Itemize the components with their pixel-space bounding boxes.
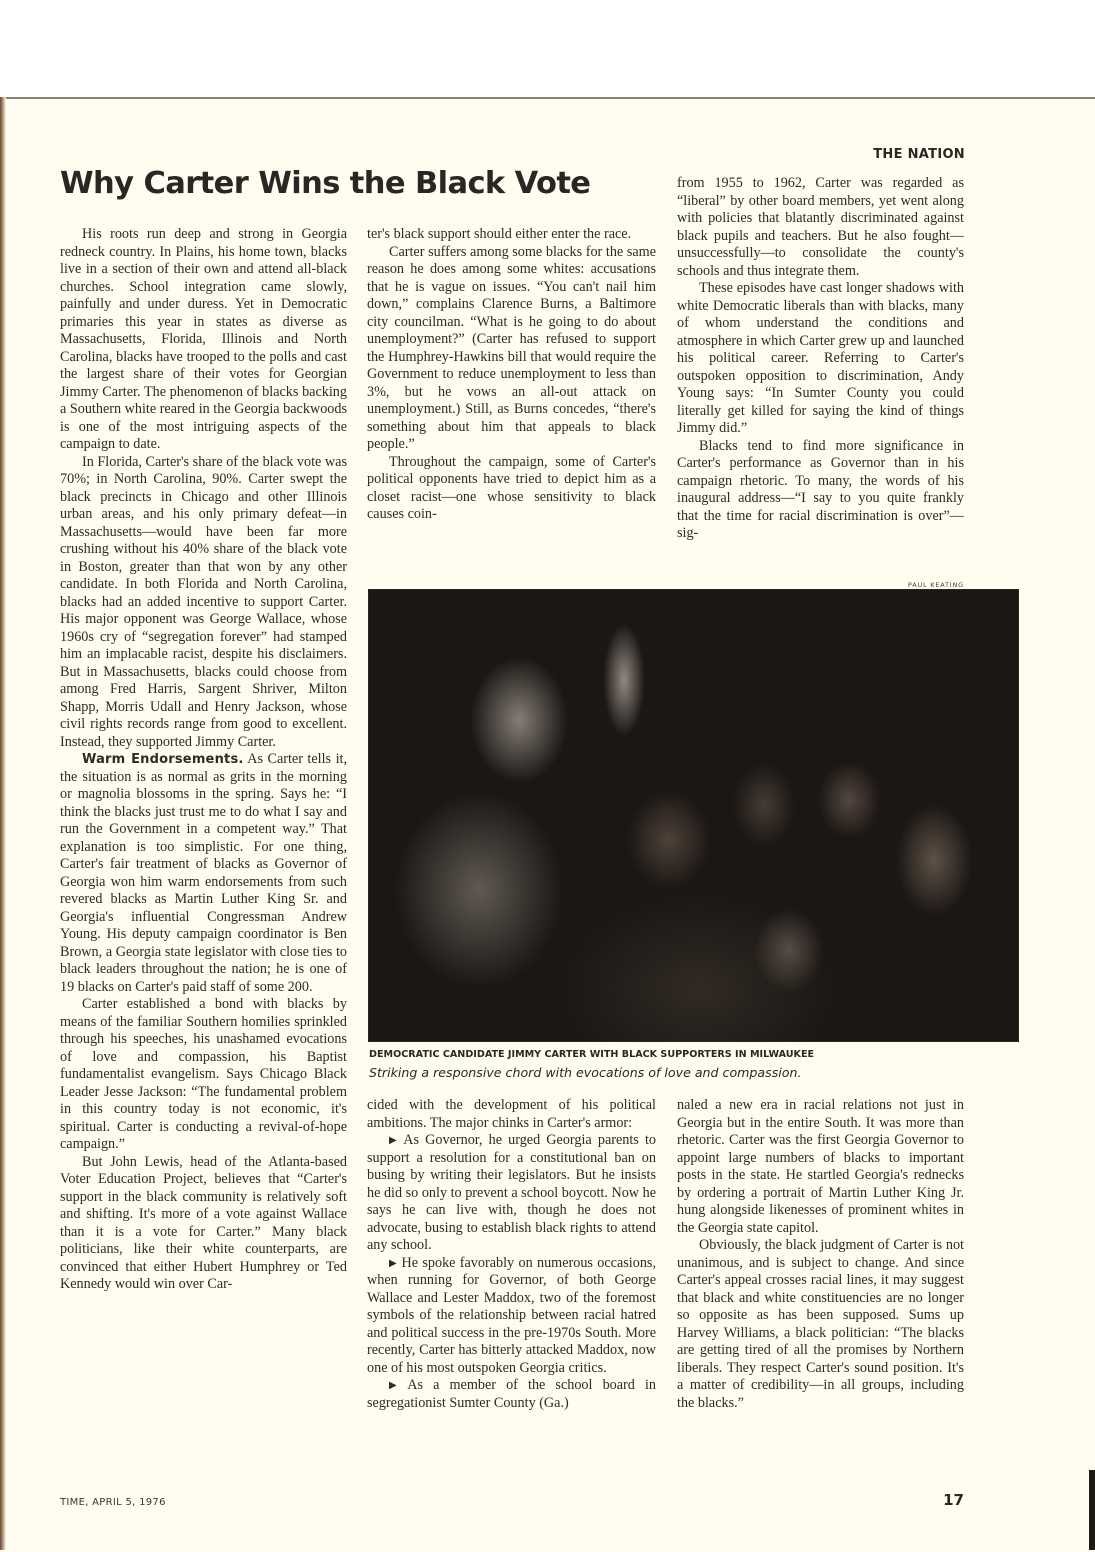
photo-caption-subtitle: Striking a responsive chord with evocations of love and compassion. bbox=[369, 1065, 802, 1080]
bullet-icon: ▶ bbox=[389, 1380, 404, 1391]
bullet-paragraph bbox=[367, 1377, 656, 1412]
page-binding-edge bbox=[0, 97, 6, 1550]
bullet-icon: ▶ bbox=[389, 1135, 400, 1146]
column-3-top bbox=[677, 175, 964, 543]
paragraph: These episodes have cast longer shadows with white Democratic liberals than with blacks, many of whom understand the conditions and atmosphere in which Carter grew up and launched his political career. Referring to Carter's outspoken opposition to discrimination, Andy Young says: “In Sumter County you could literally get killed for saying the kind of things Jimmy did.” bbox=[677, 280, 964, 436]
section-label: THE NATION bbox=[873, 147, 965, 162]
bullet-text: As a member of the school board in segregationist Sumter County (Ga.) bbox=[367, 1377, 656, 1411]
column-1 bbox=[60, 226, 347, 1294]
paragraph: from 1955 to 1962, Carter was regarded as “liberal” by other board members, yet went along with policies that blatantly discriminated against black pupils and teachers. But he also fought—unsuccessfully—to consolidate the county's schools and thus integrate them. bbox=[677, 175, 964, 279]
paragraph bbox=[60, 751, 347, 996]
column-3-bottom bbox=[677, 1097, 964, 1412]
paragraph-text: As Carter tells it, the situation is as normal as grits in the morning or magnolia blossoms in the spring. Says he: “I think the blacks just trust me to do what I say and run the Government in a competent way.” That explanation is too simplistic. For one thing, Carter's fair treatment of blacks as Governor of Georgia won him warm endorsements from such revered blacks as Martin Luther King Sr. and Georgia's influential Congressman Andrew Young. His deputy campaign coordinator is Ben Brown, a Georgia state legislator with close ties to black leaders throughout the nation; he is one of 19 blacks on Carter's paid staff of some 200. bbox=[60, 751, 347, 995]
subhead: Warm Endorsements. bbox=[82, 752, 244, 767]
page-number: 17 bbox=[943, 1491, 964, 1509]
paragraph: In Florida, Carter's share of the black vote was 70%; in North Carolina, 90%. Carter swept the black precincts in Chicago and other Illinois urban areas, and his only primary defeat—in Massachusetts—would have been far more crushing without his 40% share of the black vote in Boston, greater than that won by any other candidate. In both Florida and North Carolina, blacks had an added incentive to support Carter. His major opponent was George Wallace, whose 1960s cry of “segregation forever” had stamped him an implacable racist, despite his disclaimers. But in Massachusetts, blacks could choose from among Fred Harris, Sargent Shriver, Milton Shapp, Morris Udall and Henry Jackson, whose civil rights records range from good to excellent. Instead, they supported Jimmy Carter. bbox=[60, 453, 347, 750]
publication-footer: TIME, APRIL 5, 1976 bbox=[60, 1497, 166, 1508]
paragraph: Throughout the campaign, some of Carter's political opponents have tried to depict him as a closet racist—one whose sensitivity to black causes coin- bbox=[367, 453, 656, 522]
paragraph: Obviously, the black judgment of Carter is not unanimous, and is subject to change. And since Carter's appeal crosses racial lines, it may suggest that black and white constituencies are no longer so opposite as has been supposed. Sums up Harvey Williams, a black politician: “The blacks are getting tired of all the promises by Northern liberals. They respect Carter's sound position. It's a matter of credibility—in all groups, including the blacks.” bbox=[677, 1237, 964, 1411]
paragraph: Blacks tend to find more significance in Carter's performance as Governor than in his campaign rhetoric. To many, the words of his inaugural address—“I say to you quite frankly that the time for racial discrimination is over”—sig- bbox=[677, 437, 964, 541]
bullet-icon: ▶ bbox=[389, 1257, 398, 1269]
paragraph: naled a new era in racial relations not just in Georgia but in the entire South. It was more than rhetoric. Carter was the first Georgia Governor to appoint large numbers of blacks to important posts in the state. He startled Georgia's rednecks by ordering a portrait of Martin Luther King Jr. hung alongside likenesses of prominent whites in the Georgia state capitol. bbox=[677, 1097, 964, 1236]
paragraph: His roots run deep and strong in Georgia redneck country. In Plains, his home town, blacks live in a section of their own and attend all-black churches. School integration came slowly, painfully and under duress. Yet in Democratic primaries this year in states as diverse as Massachusetts, Florida, Illinois and North Carolina, blacks have trooped to the polls and cast the largest share of their votes for Georgian Jimmy Carter. The phenomenon of blacks backing a Southern white reared in the Georgia backwoods is one of the most intriguing aspects of the campaign to date. bbox=[60, 226, 347, 452]
bullet-text: As Governor, he urged Georgia parents to support a resolution for a constitutional ban on busing by writing their legislators. But he insists he did so only to prevent a school boycott. Now he says he can live with, though he does not advocate, busing to establish black rights to attend any school. bbox=[367, 1132, 656, 1253]
paragraph: cided with the development of his political ambitions. The major chinks in Carter's armor: bbox=[367, 1097, 656, 1131]
paragraph: Carter suffers among some blacks for the same reason he does among some whites: accusations that he is vague on issues. “You can't nail him down,” complains Clarence Burns, a Baltimore city councilman. “What is he going to do about unemployment?” (Carter has refused to support the Humphrey-Hawkins bill that would require the Government to reduce unemployment to less than 3%, but he vows an all-out attack on unemployment.) Still, as Burns concedes, “there's something about him that appeals to black people.” bbox=[367, 243, 656, 452]
paragraph: But John Lewis, head of the Atlanta-based Voter Education Project, believes that “Carter's support in the black community is relatively soft and shifting. It's more of a vote against Wallace than it is a vote for Carter.” Many black politicians, like their white counterparts, are convinced that either Hubert Humphrey or Ted Kennedy would win over Car- bbox=[60, 1153, 347, 1292]
photo-credit: PAUL KEATING bbox=[907, 581, 964, 589]
paragraph: ter's black support should either enter the race. bbox=[367, 226, 632, 242]
photo bbox=[368, 589, 1019, 1042]
page-edge-shadow bbox=[1089, 1470, 1095, 1550]
bullet-text: He spoke favorably on numerous occasions, when running for Governor, of both George Wallace and Lester Maddox, two of the foremost symbols of the relationship between racial hatred and political success in the pre-1970s South. More recently, Carter has bitterly attacked Maddox, now one of his most outspoken Georgia critics. bbox=[367, 1254, 656, 1376]
bullet-paragraph bbox=[367, 1132, 656, 1255]
paragraph: Carter established a bond with blacks by means of the familiar Southern homilies sprinkled through his speeches, his unashamed evocations of love and compassion, his Baptist fundamentalist evangelism. Says Chicago Black Leader Jesse Jackson: “The fundamental problem in this country today is not economic, it's spiritual. Carter is conducting a revival-of-hope campaign.” bbox=[60, 996, 347, 1152]
column-2-top bbox=[367, 226, 656, 524]
column-2-bottom bbox=[367, 1097, 656, 1412]
photo-caption-title: DEMOCRATIC CANDIDATE JIMMY CARTER WITH BLACK SUPPORTERS IN MILWAUKEE bbox=[369, 1049, 815, 1060]
bullet-paragraph bbox=[367, 1255, 656, 1378]
headline: Why Carter Wins the Black Vote bbox=[60, 166, 591, 201]
